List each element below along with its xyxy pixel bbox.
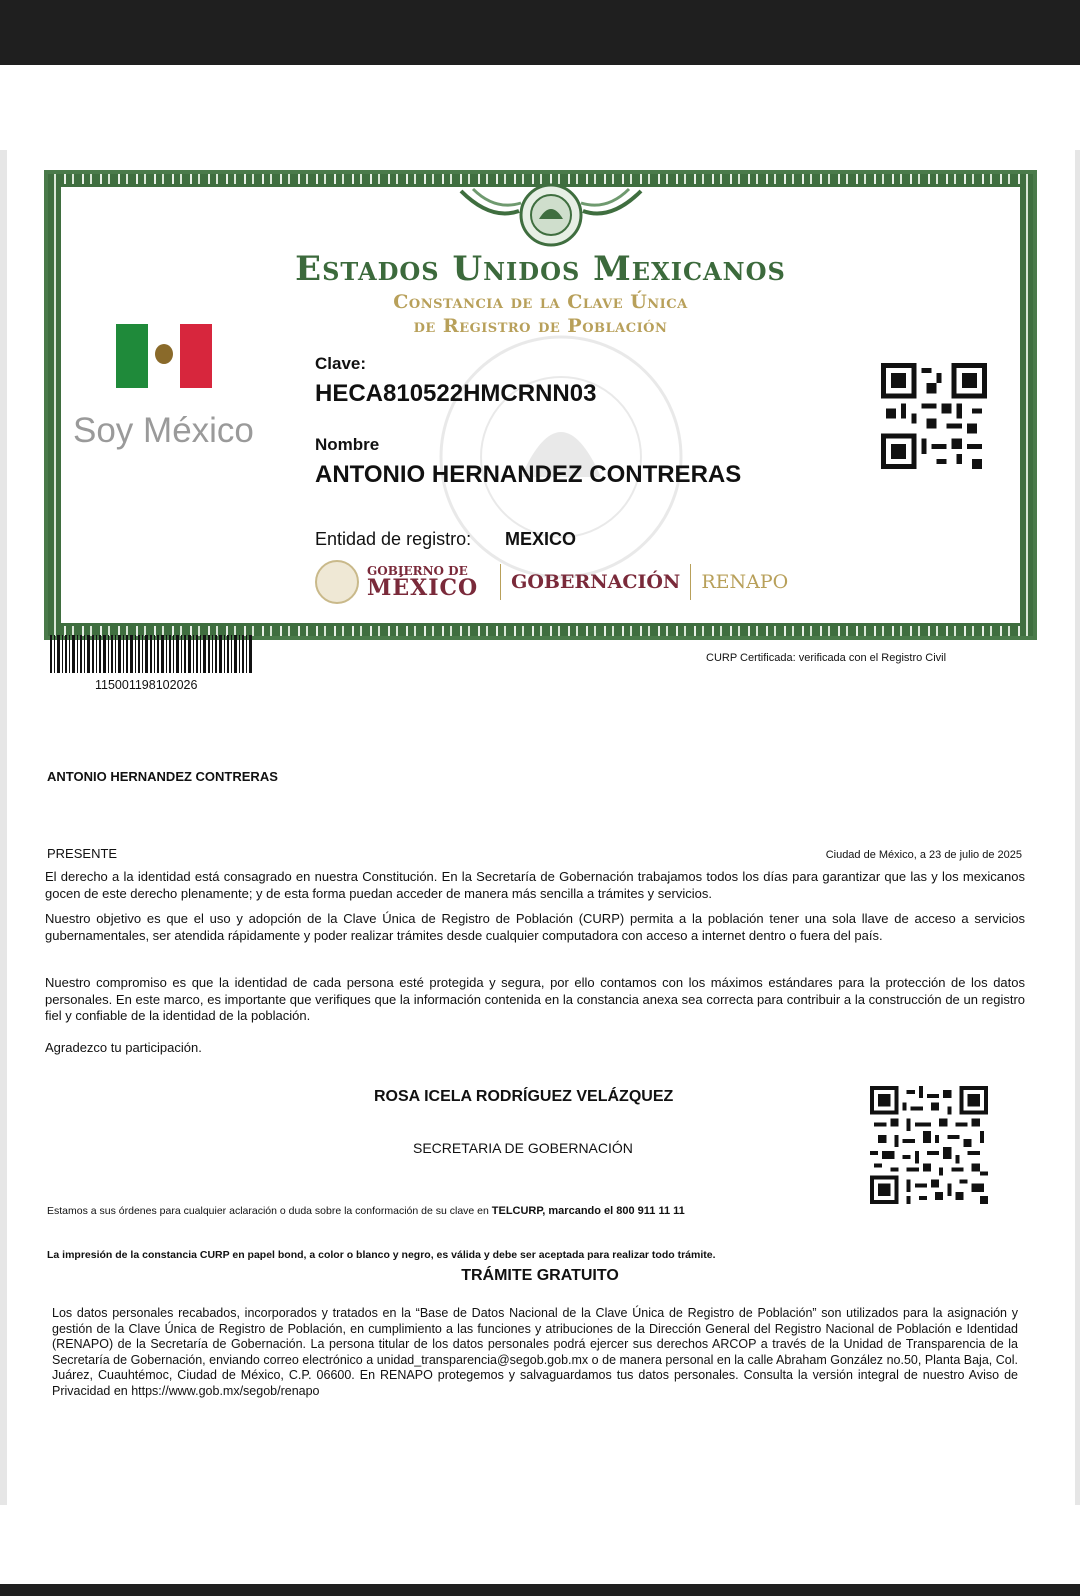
- government-logos: [315, 559, 788, 605]
- letter-paragraph-2: Nuestro objetivo es que el uso y adopción de la Clave Única de Registro de Población (CURP) permita a la población tener una sola llave de acceso a servicios gubernamentales, ser atendida rápidamente y poder realizar trámites desde cualquier computadora con acceso a internet dentro o fuera del país.: [45, 911, 1025, 943]
- validity-note: La impresión de la constancia CURP en papel bond, a color o blanco y negro, es válida y debe ser aceptada para realizar todo trámite.: [47, 1249, 716, 1261]
- privacy-notice: Los datos personales recabados, incorporados y tratados en la “Base de Datos Nacional de la Clave Única de Registro de Población” son utilizados para la asignación y gestión de la Clave Única de Registro de Población, en cumplimiento a las funciones y atribuciones de la Dirección General del Registro Nacional de Población e Identidad (RENAPO) de la Secretaría de Gobernación. La persona titular de los datos personales podrá ejercer sus derechos ARCOP a través de la Unidad de Transparencia de la Secretaría de Gobernación, enviando correo electrónico a unidad_transparencia@segob.gob.mx o de manera personal en la calle Abraham González no.50, Planta Baja, Col. Juárez, Cuauhtémoc, Ciudad de México, C.P. 06600. En RENAPO protegemos y salvaguardamos tus datos personales. Consulta la versión integral de nuestro Aviso de Privacidad en https://www.gob.mx/segob/renapo: [52, 1306, 1018, 1398]
- national-crest-icon: [451, 181, 651, 253]
- gobernacion-logo: GOBERNACIÓN: [511, 571, 681, 593]
- letter-paragraph-4: Agradezco tu participación.: [45, 1040, 202, 1055]
- entidad-value: MEXICO: [505, 529, 577, 549]
- letter-addressee: ANTONIO HERNANDEZ CONTRERAS: [47, 769, 278, 784]
- entidad-label: Entidad de registro:: [315, 529, 472, 549]
- gobierno-logo-line1: GOBIERNO DE: [367, 564, 468, 578]
- renapo-logo: RENAPO: [701, 571, 789, 593]
- contact-phone: TELCURP, marcando el 800 911 11 11: [491, 1205, 685, 1217]
- certified-note: CURP Certificada: verificada con el Registro Civil: [706, 652, 947, 664]
- soy-mexico-label: Soy México: [73, 411, 254, 450]
- free-procedure-label: TRÁMITE GRATUITO: [461, 1267, 619, 1284]
- logo-divider: [690, 564, 691, 600]
- certificate-title: Estados Unidos Mexicanos: [295, 249, 786, 289]
- page-edge-left: [0, 150, 7, 1505]
- curp-certificate: [44, 170, 1037, 640]
- barcode-icon: [50, 635, 252, 673]
- letter-paragraph-3: Nuestro compromiso es que la identidad de cada persona esté protegida y segura, por ello contamos con los máximos estándares para la protección de los datos personales. En este marco, es importante que verifiques que la información contenida en la constancia anexa sea correcta para contribuir a la construcción de un registro fiel y confiable de la identidad de la población.: [45, 975, 1025, 1023]
- contact-text: Estamos a sus órdenes para cualquier aclaración o duda sobre la conformación de su clave en: [47, 1205, 492, 1217]
- gobierno-logo-line2: MÉXICO: [367, 575, 479, 601]
- clave-value: HECA810522HMCRNN03: [315, 380, 597, 407]
- signer-name: ROSA ICELA RODRÍGUEZ VELÁZQUEZ: [374, 1088, 674, 1105]
- clave-label: Clave:: [315, 354, 367, 373]
- letter-paragraph-1: El derecho a la identidad está consagrado en nuestra Constitución. En la Secretaría de Gobernación trabajamos todos los días para garantizar que las y los mexicanos gocen de este derecho plenamente; y de esta forma puedan acceder de manera más sencilla a trámites y servicios.: [45, 869, 1025, 901]
- barcode-number: 115001198102026: [95, 678, 198, 692]
- qr-code-icon: [881, 363, 987, 469]
- signer-title: SECRETARIA DE GOBERNACIÓN: [413, 1140, 633, 1156]
- gobierno-mexico-logo: [367, 565, 478, 599]
- letter-place-date: Ciudad de México, a 23 de julio de 2025: [825, 849, 1022, 861]
- nombre-value: ANTONIO HERNANDEZ CONTRERAS: [315, 461, 742, 488]
- page-edge-right: [1075, 150, 1080, 1505]
- bottom-bar: [0, 1584, 1080, 1596]
- certificate-subtitle-2: de Registro de Población: [413, 315, 668, 337]
- certificate-body: [58, 184, 1023, 626]
- top-bar: [0, 0, 1080, 65]
- certificate-subtitle-1: Constancia de la Clave Única: [393, 291, 688, 313]
- mexico-flag-icon: [116, 324, 212, 388]
- nombre-label: Nombre: [315, 435, 380, 454]
- gobierno-seal-icon: [315, 560, 359, 604]
- logo-divider: [500, 564, 501, 600]
- contact-line: [47, 1203, 685, 1220]
- letter-presente: PRESENTE: [47, 846, 118, 861]
- qr-code-signature-icon: [870, 1086, 988, 1204]
- certificate-border: [48, 174, 1033, 636]
